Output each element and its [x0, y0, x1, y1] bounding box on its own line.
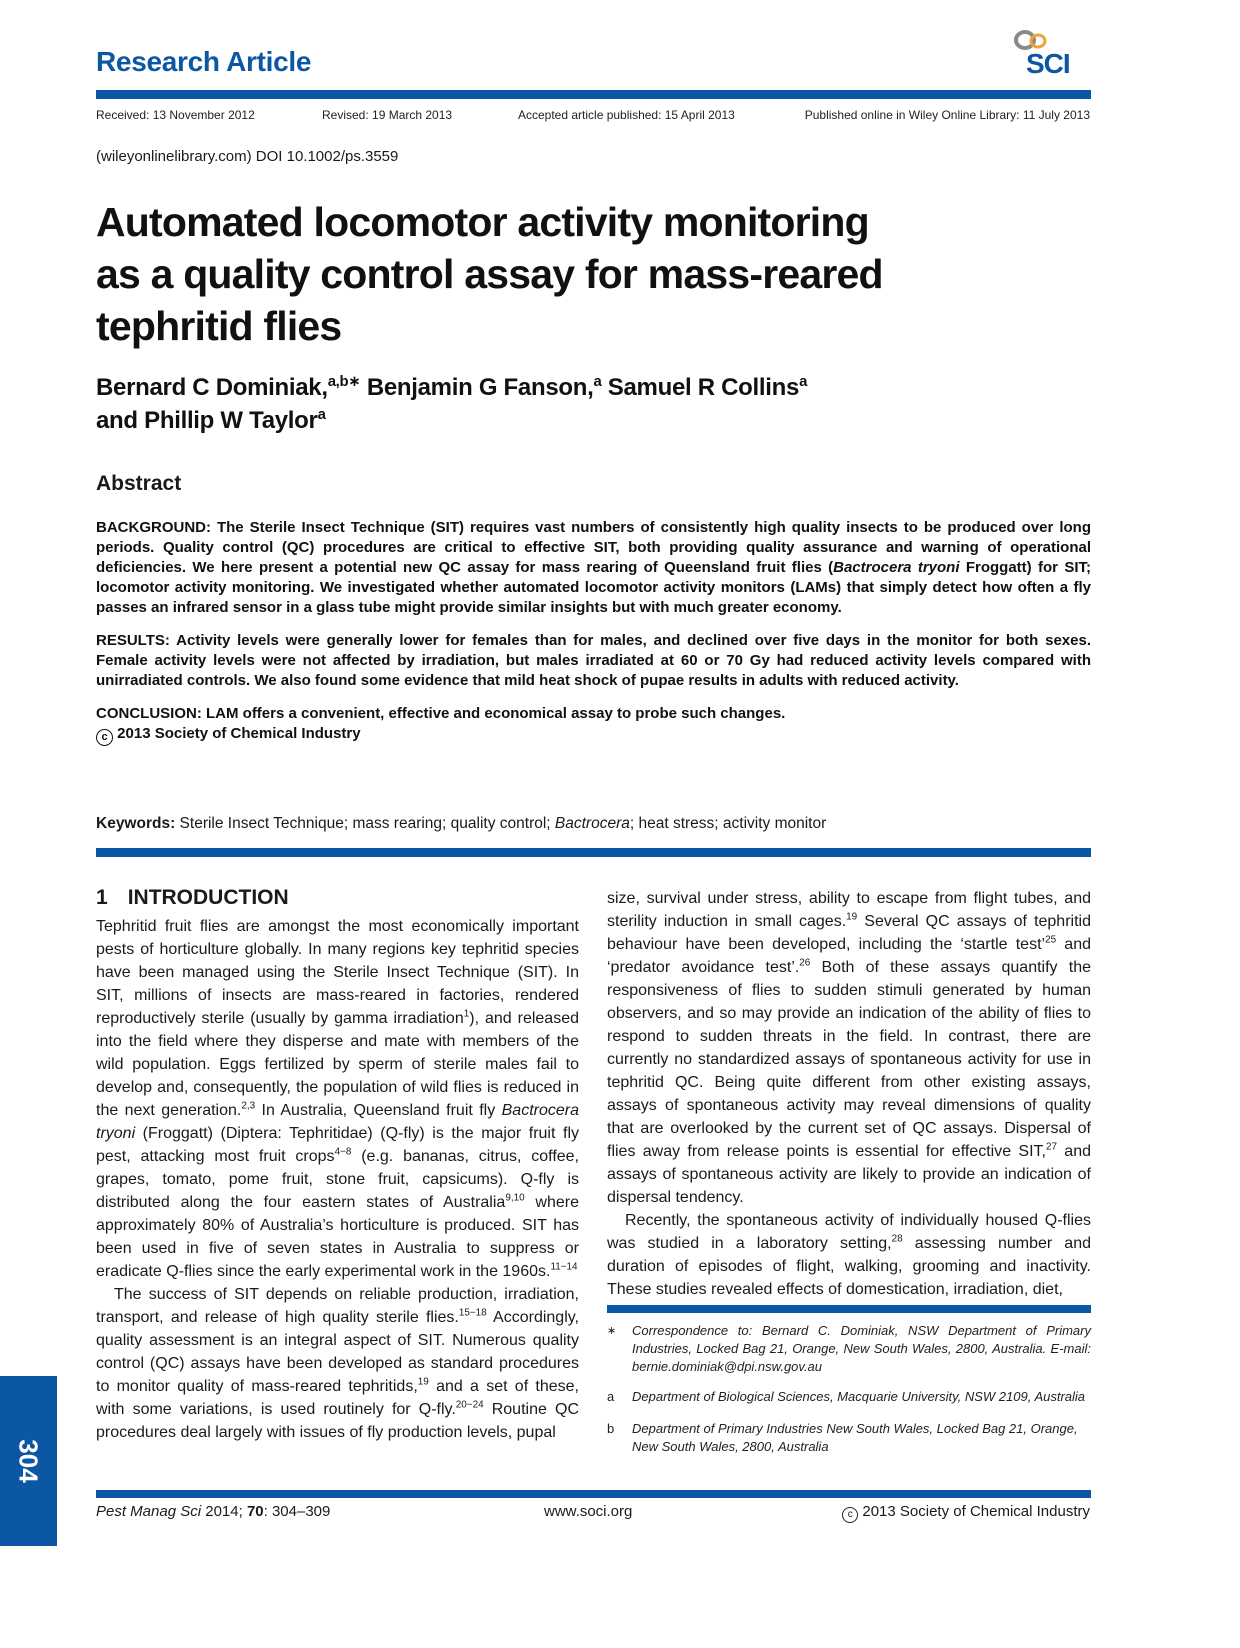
author-fanson-affil: a	[593, 374, 602, 390]
footnotes	[607, 1322, 1091, 1456]
author-collins-affil: a	[799, 374, 808, 390]
abstract-heading: Abstract	[96, 472, 182, 495]
abstract-background: BACKGROUND: The Sterile Insect Technique (SIT) requires vast numbers of consistently high quality insects to be produced over long periods. Quality control (QC) procedures are critical to effective SIT, both providing quality assurance and warning of operational deficiencies. We here present a potential new QC assay for mass rearing of Queensland fruit flies (Bactrocera tryoni Froggatt) for SIT; locomotor activity monitoring. We investigated whether automated locomotor activity monitors (LAMs) that simply detect how often a fly passes an infrared sensor in a glass tube might provide similar insights but with much greater economy.	[96, 519, 1091, 616]
section-label: Research Article	[96, 46, 312, 77]
footnote-affiliation-a: a Department of Biological Sciences, Macquarie University, NSW 2109, Australia	[607, 1389, 1086, 1404]
journal-url-link[interactable]: www.soci.org	[544, 1503, 633, 1520]
received-date: Received: 13 November 2012	[96, 108, 255, 122]
logo-text: SCI	[1026, 48, 1070, 79]
intro-paragraph-2: The success of SIT depends on reliable production, irradiation, transport, and release of high quality sterile flies.$^{15-18}$ Accordingly, quality assessment is an integral aspect of SIT. Numerous quality control (QC) assays have been developed as standard procedures to monitor quality of mass-reared tephritids,$^{19}$ and a set of these, with some variations, is used routinely for Q-fly.$^{20-24}$ Routine QC procedures deal largely with issues of fly production levels, pupal	[96, 1286, 580, 1441]
author-list	[96, 371, 807, 437]
abstract-conclusion: CONCLUSION: LAM offers a convenient, effective and economical assay to probe such changes. c 2013 Society of Chemical Industry	[96, 704, 1091, 746]
footer-rule	[96, 1490, 1091, 1498]
footnote-rule	[607, 1305, 1091, 1313]
intro-paragraph-1: Tephritid fruit flies are amongst the most economically important pests of horticulture globally. In many regions key tephritid species have been managed using the Sterile Insect Technique (SIT). In SIT, millions of insects are mass-reared in factories, rendered reproductively sterile (usually by gamma irradiation$^1$), and released into the field where they disperse and mate with members of the wild population. Eggs fertilized by sperm of sterile males fail to develop and, consequently, the population of wild flies is reduced in the next generation.$^{2,3}$ In Australia, Queensland fruit fly Bactrocera tryoni (Froggatt) (Diptera: Tephritidae) (Q-fly) is the major fruit fly pest, attacking most fruit crops$^{4-8}$ (e.g. bananas, citrus, coffee, grapes, tomato, pome fruit, stone fruit, capsicums). Q-fly is distributed along the four eastern states of Australia$^{9,10}$ where approximately 80% of Australia’s horticulture is produced. SIT has been used in five of seven states in Australia to suppress or eradicate Q-flies since the early experimental work in the 1960s.$^{11-14}$	[96, 918, 579, 1280]
author-taylor: and Phillip W Taylor	[96, 407, 318, 434]
intro-left-column	[96, 915, 579, 1444]
journal-citation: Pest Manag Sci 2014; 70: 304–309	[96, 1503, 331, 1520]
article-title	[96, 196, 883, 352]
footer-copyright: c 2013 Society of Chemical Industry	[842, 1503, 1090, 1523]
title-line-3: tephritid flies	[96, 303, 342, 349]
intro-paragraph-4: Recently, the spontaneous activity of individually housed Q-flies was studied in a laboratory setting,$^{28}$ assessing number and duration of episodes of flight, walking, grooming and inactivity. These studies revealed effects of domestication, irradiation, diet,	[607, 1212, 1091, 1298]
copyright-icon: c	[96, 729, 113, 746]
doi-line: (wileyonlinelibrary.com) DOI 10.1002/ps.3559	[96, 148, 399, 165]
author-dominiak-affil: a,b∗	[327, 374, 361, 390]
footnote-affiliation-b: b Department of Primary Industries New South Wales, Locked Bag 21, Orange, New South Wales, 2800, Australia	[607, 1421, 1078, 1454]
author-fanson: Benjamin G Fanson,	[360, 374, 594, 401]
published-date: Published online in Wiley Online Library: 11 July 2013	[804, 108, 1090, 122]
keywords-label: Keywords:	[96, 815, 176, 832]
section-heading-introduction: 1 INTRODUCTION	[96, 886, 289, 909]
abstract-rule	[96, 848, 1091, 857]
abstract-results: RESULTS: Activity levels were generally lower for females than for males, and declined over five days in the monitor for both sexes. Female activity levels were not affected by irradiation, but males irradiated at 60 or 70 Gy had reduced activity levels compared with unirradiated controls. We also found some evidence that mild heat shock of pupae results in adults with reduced activity.	[96, 632, 1091, 689]
intro-paragraph-3: size, survival under stress, ability to escape from flight tubes, and sterility induction in small cages.$^{19}$ Several QC assays of tephritid behaviour have been developed, including the ‘startle test’$^{25}$ and ‘predator avoidance test’.$^{26}$ Both of these assays quantify the responsiveness of flies to sudden stimuli generated by human observers, and so may provide an indication of the ability of flies to respond to sudden threats in the field. In contrast, there are currently no standardized assays of spontaneous activity for use in tephritid QC. Being quite different from other existing assays, assays of spontaneous activity may reveal dimensions of quality that are overlooked by the current set of QC assays. Dispersal of flies away from release points is essential for effective SIT,$^{27}$ and assays of spontaneous activity are likely to provide an indication of dispersal tendency.	[607, 890, 1092, 1206]
abstract-body	[96, 518, 1091, 746]
author-collins: Samuel R Collins	[601, 374, 800, 401]
intro-right-column	[607, 887, 1091, 1301]
revised-date: Revised: 19 March 2013	[322, 108, 453, 122]
accepted-date: Accepted article published: 15 April 2013	[518, 108, 735, 122]
page-number-tab	[0, 1376, 57, 1546]
footnote-correspondence: ∗ Correspondence to: Bernard C. Dominiak, NSW Department of Primary Industries, Locked Bag 21, Orange, New South Wales, 2800, Australia. E-mail: bernie.dominiak@dpi.nsw.gov.au	[607, 1323, 1091, 1374]
sci-logo	[1012, 28, 1092, 80]
author-taylor-affil: a	[317, 407, 326, 423]
title-line-1: Automated locomotor activity monitoring	[96, 199, 869, 245]
page-number: 304	[13, 1439, 44, 1483]
header-rule	[96, 90, 1091, 99]
copyright-icon: c	[842, 1507, 858, 1523]
keywords: Keywords: Sterile Insect Technique; mass rearing; quality control; Bactrocera; heat stress; activity monitor	[96, 815, 827, 832]
author-dominiak: Bernard C Dominiak,	[96, 374, 328, 401]
title-line-2: as a quality control assay for mass-reared	[96, 251, 883, 297]
